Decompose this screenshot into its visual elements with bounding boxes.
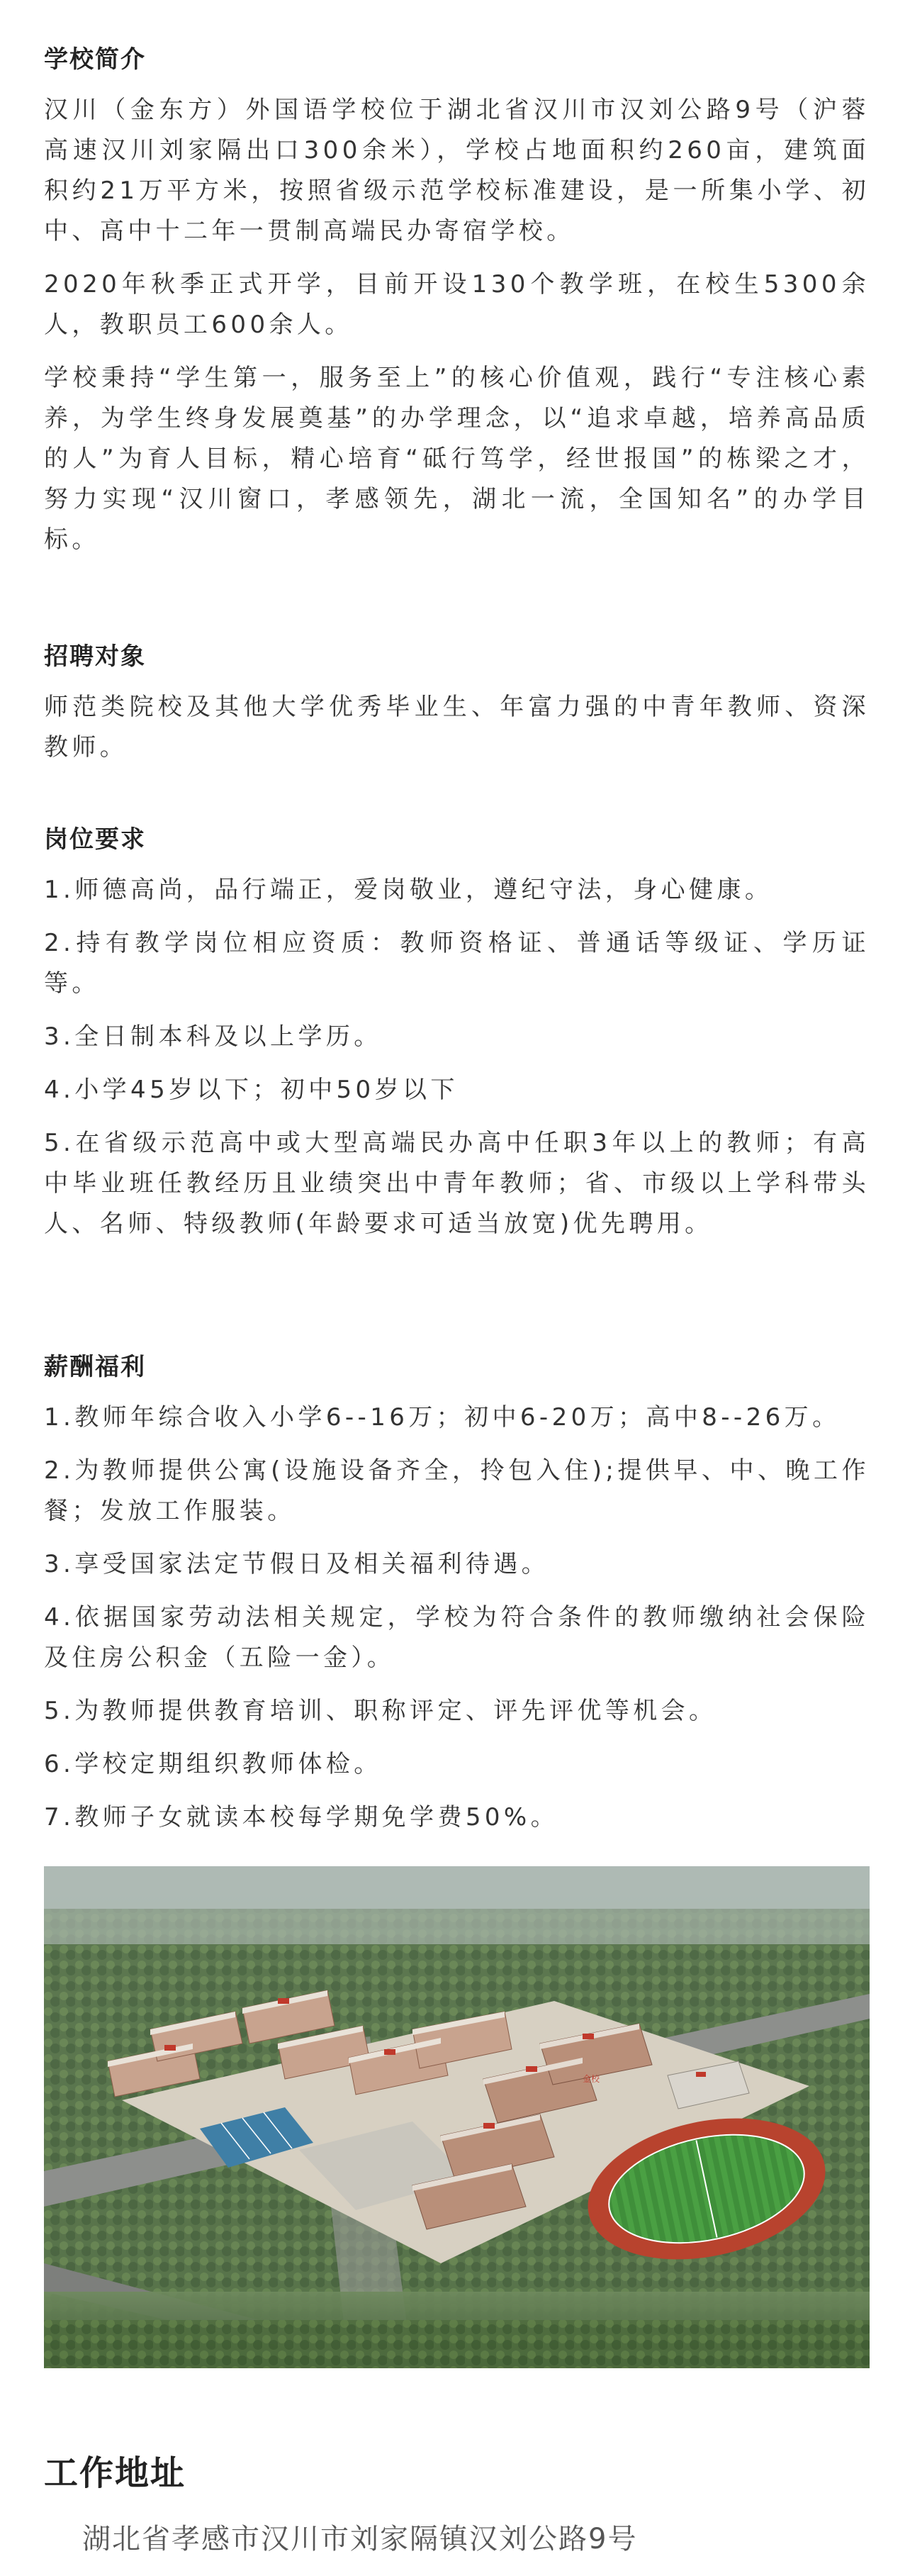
- benefit-item-3: 3.享受国家法定节假日及相关福利待遇。: [44, 1550, 550, 1578]
- requirement-item-5: 5.在省级示范高中或大型高端民办高中任职3年以上的教师；有高中毕业班任教经历且业绩突出中青年教师；省、市级以上学科带头人、名师、特级教师(年龄要求可适当放宽)优先聘用。: [44, 1129, 870, 1238]
- benefit-item-4: 4.依据国家劳动法相关规定，学校为符合条件的教师缴纳社会保险及住房公积金（五险一金）。: [44, 1603, 870, 1672]
- requirement-item-4: 4.小学45岁以下；初中50岁以下: [44, 1076, 459, 1104]
- section-benefits: [44, 1351, 870, 1838]
- intro-paragraph-2: 2020年秋季正式开学，目前开设130个教学班，在校生5300余人，教职员工600余人。: [44, 270, 870, 339]
- section-title-requirements: 岗位要求: [44, 825, 146, 854]
- benefit-item-2: 2.为教师提供公寓(设施设备齐全，拎包入住);提供早、中、晚工作餐；发放工作服装。: [44, 1456, 870, 1525]
- benefit-item-1: 1.教师年综合收入小学6--16万；初中6-20万；高中8--26万。: [44, 1403, 841, 1432]
- address-value: 湖北省孝感市汉川市刘家隔镇汉刘公路9号: [82, 2523, 638, 2555]
- benefit-item-7: 7.教师子女就读本校每学期免学费50%。: [44, 1803, 559, 1831]
- requirement-item-3: 3.全日制本科及以上学历。: [44, 1022, 382, 1051]
- section-target: [44, 641, 870, 768]
- intro-paragraph-1: 汉川（金东方）外国语学校位于湖北省汉川市汉刘公路9号（沪蓉高速汉川刘家隔出口300余米），学校占地面积约260亩，建筑面积约21万平方米，按照省级示范学校标准建设，是一所集小学、初中、高中十二年一贯制高端民办寄宿学校。: [44, 96, 870, 245]
- section-title-benefits: 薪酬福利: [44, 1353, 146, 1381]
- address-title: 工作地址: [44, 2453, 186, 2493]
- section-requirements: [44, 824, 870, 1244]
- section-title-target: 招聘对象: [44, 642, 146, 671]
- target-paragraph-1: 师范类院校及其他大学优秀毕业生、年富力强的中青年教师、资深教师。: [44, 693, 870, 762]
- section-intro: [44, 44, 870, 560]
- campus-aerial-photo: [44, 1866, 870, 2368]
- benefit-item-6: 6.学校定期组织教师体检。: [44, 1750, 382, 1778]
- intro-paragraph-3: 学校秉持“学生第一，服务至上”的核心价值观，践行“专注核心素养，为学生终身发展奠基”的办学理念，以“追求卓越，培养高品质的人”为育人目标，精心培育“砥行笃学，经世报国”的栋梁之才，努力实现“汉川窗口，孝感领先，湖北一流，全国知名”的办学目标。: [44, 364, 870, 554]
- benefit-item-5: 5.为教师提供教育培训、职称评定、评先评优等机会。: [44, 1697, 717, 1725]
- section-title-intro: 学校简介: [44, 45, 146, 74]
- campus-illustration: [44, 1866, 870, 2368]
- building-label: 金校: [583, 2074, 600, 2084]
- requirement-item-2: 2.持有教学岗位相应资质：教师资格证、普通话等级证、学历证等。: [44, 929, 870, 998]
- requirement-item-1: 1.师德高尚，品行端正，爱岗敬业，遵纪守法，身心健康。: [44, 876, 773, 904]
